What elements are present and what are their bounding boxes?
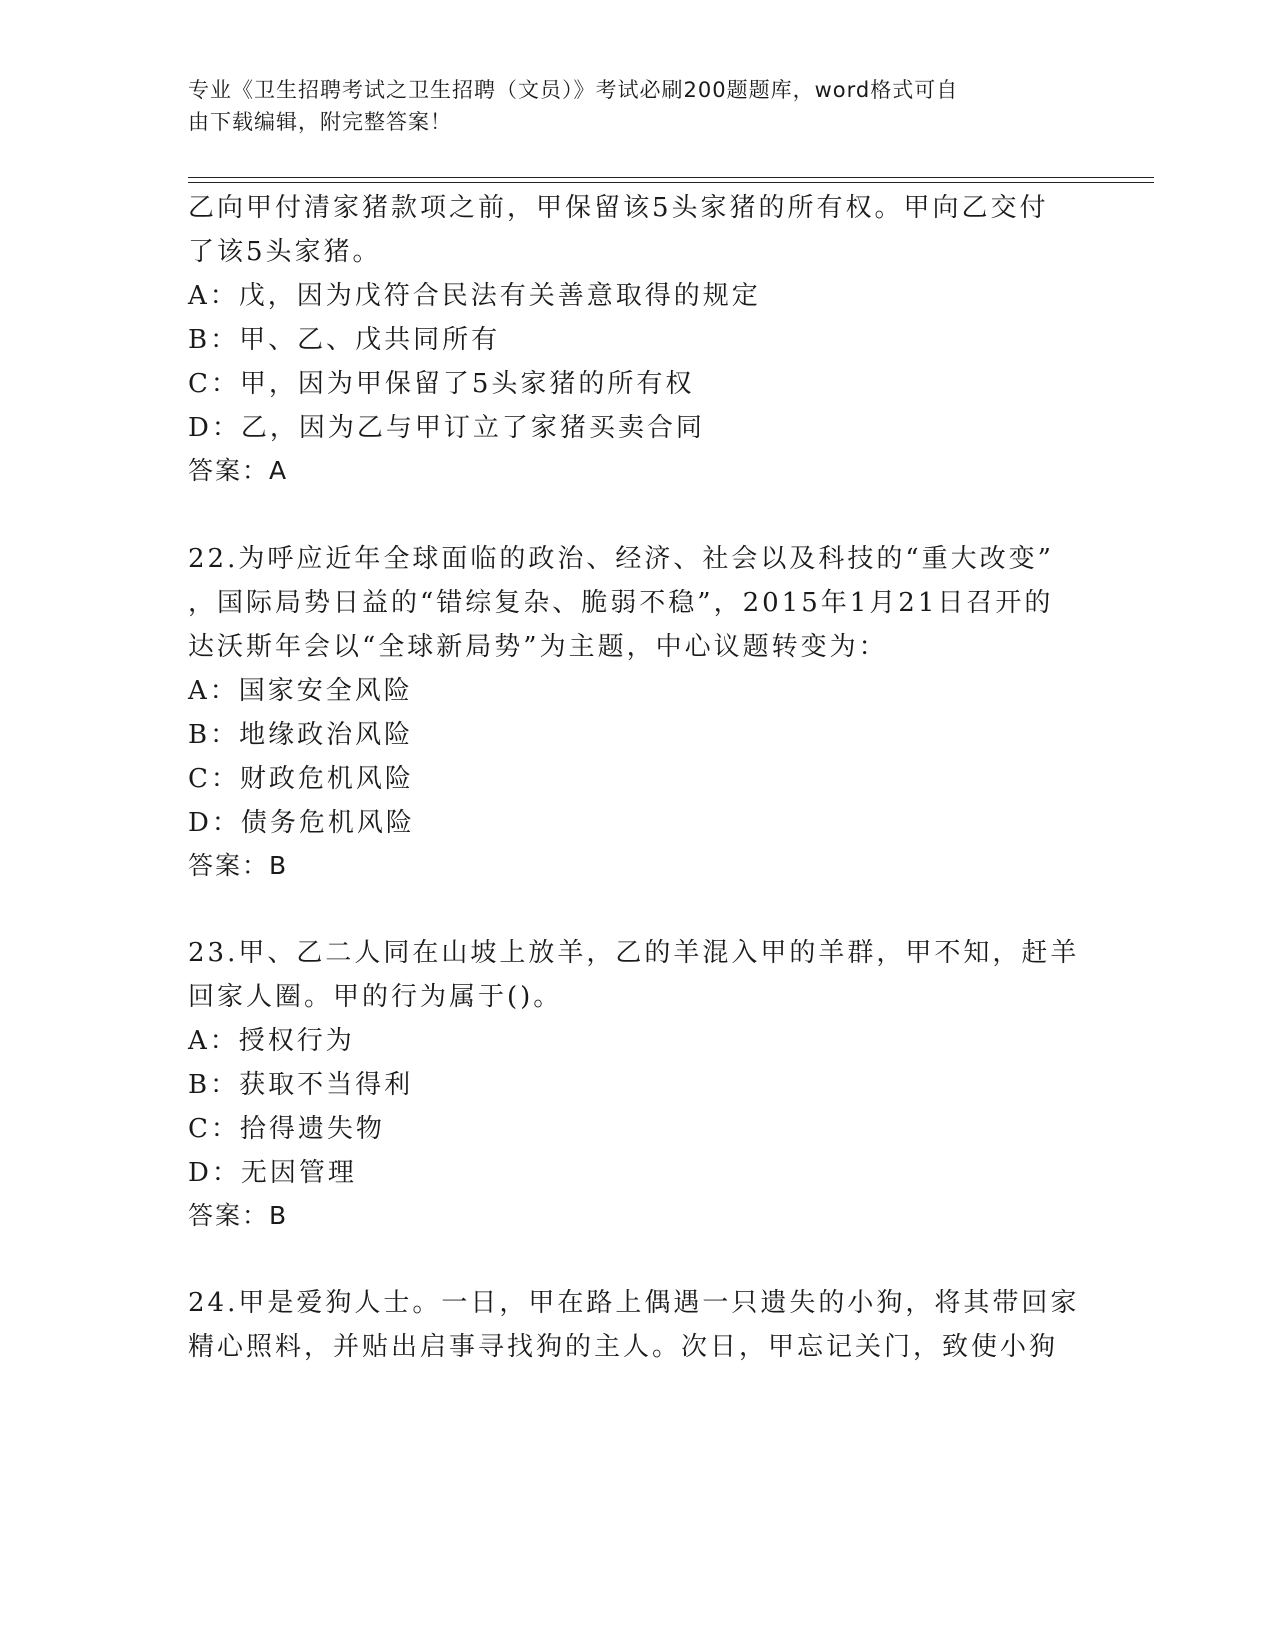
q22-answer: 答案：B [188, 851, 289, 880]
q22-stem-line-1: 22.为呼应近年全球面临的政治、经济、社会以及科技的“重大改变” [188, 544, 1054, 574]
q23-option-b: B：获取不当得利 [188, 1070, 414, 1100]
q22-stem-line-2: ，国际局势日益的“错综复杂、脆弱不稳”，2015年1月21日召开的 [188, 588, 1054, 618]
q21-stem-line-2: 了该5头家猪。 [188, 237, 382, 267]
q22-option-b: B：地缘政治风险 [188, 720, 414, 750]
q24-stem-line-2: 精心照料，并贴出启事寻找狗的主人。次日，甲忘记关门，致使小狗 [188, 1332, 1059, 1362]
q23-option-a: A：授权行为 [188, 1026, 355, 1056]
q23-answer: 答案：B [188, 1201, 289, 1230]
header-title-line-2: 由下载编辑，附完整答案！ [188, 110, 452, 134]
header-title-line-1: 专业《卫生招聘考试之卫生招聘（文员）》考试必刷200题题库，word格式可自 [188, 78, 959, 102]
q24-stem-line-1: 24.甲是爱狗人士。一日，甲在路上偶遇一只遗失的小狗，将其带回家 [188, 1288, 1080, 1318]
q22-option-a: A：国家安全风险 [188, 676, 413, 706]
q21-option-b: B：甲、乙、戊共同所有 [188, 325, 501, 355]
q22-stem-line-3: 达沃斯年会以“全球新局势”为主题，中心议题转变为： [188, 632, 888, 662]
q23-option-c: C：拾得遗失物 [188, 1114, 385, 1144]
q22-option-c: C：财政危机风险 [188, 764, 414, 794]
q21-option-a: A：戊，因为戊符合民法有关善意取得的规定 [188, 281, 761, 311]
q23-stem-line-2: 回家人圈。甲的行为属于()。 [188, 982, 563, 1012]
q22-option-d: D：债务危机风险 [188, 808, 415, 838]
q21-option-d: D：乙，因为乙与甲订立了家猪买卖合同 [188, 413, 705, 443]
q23-stem-line-1: 23.甲、乙二人同在山坡上放羊，乙的羊混入甲的羊群，甲不知，赶羊 [188, 938, 1080, 968]
q21-stem-line-1: 乙向甲付清家猪款项之前，甲保留该5头家猪的所有权。甲向乙交付 [188, 193, 1049, 223]
q21-answer: 答案：A [188, 456, 289, 485]
header-divider-top [188, 177, 1154, 178]
q23-option-d: D：无因管理 [188, 1158, 357, 1188]
document-header [188, 74, 1088, 138]
q21-option-c: C：甲，因为甲保留了5头家猪的所有权 [188, 369, 695, 399]
header-divider-bottom [188, 182, 1154, 183]
